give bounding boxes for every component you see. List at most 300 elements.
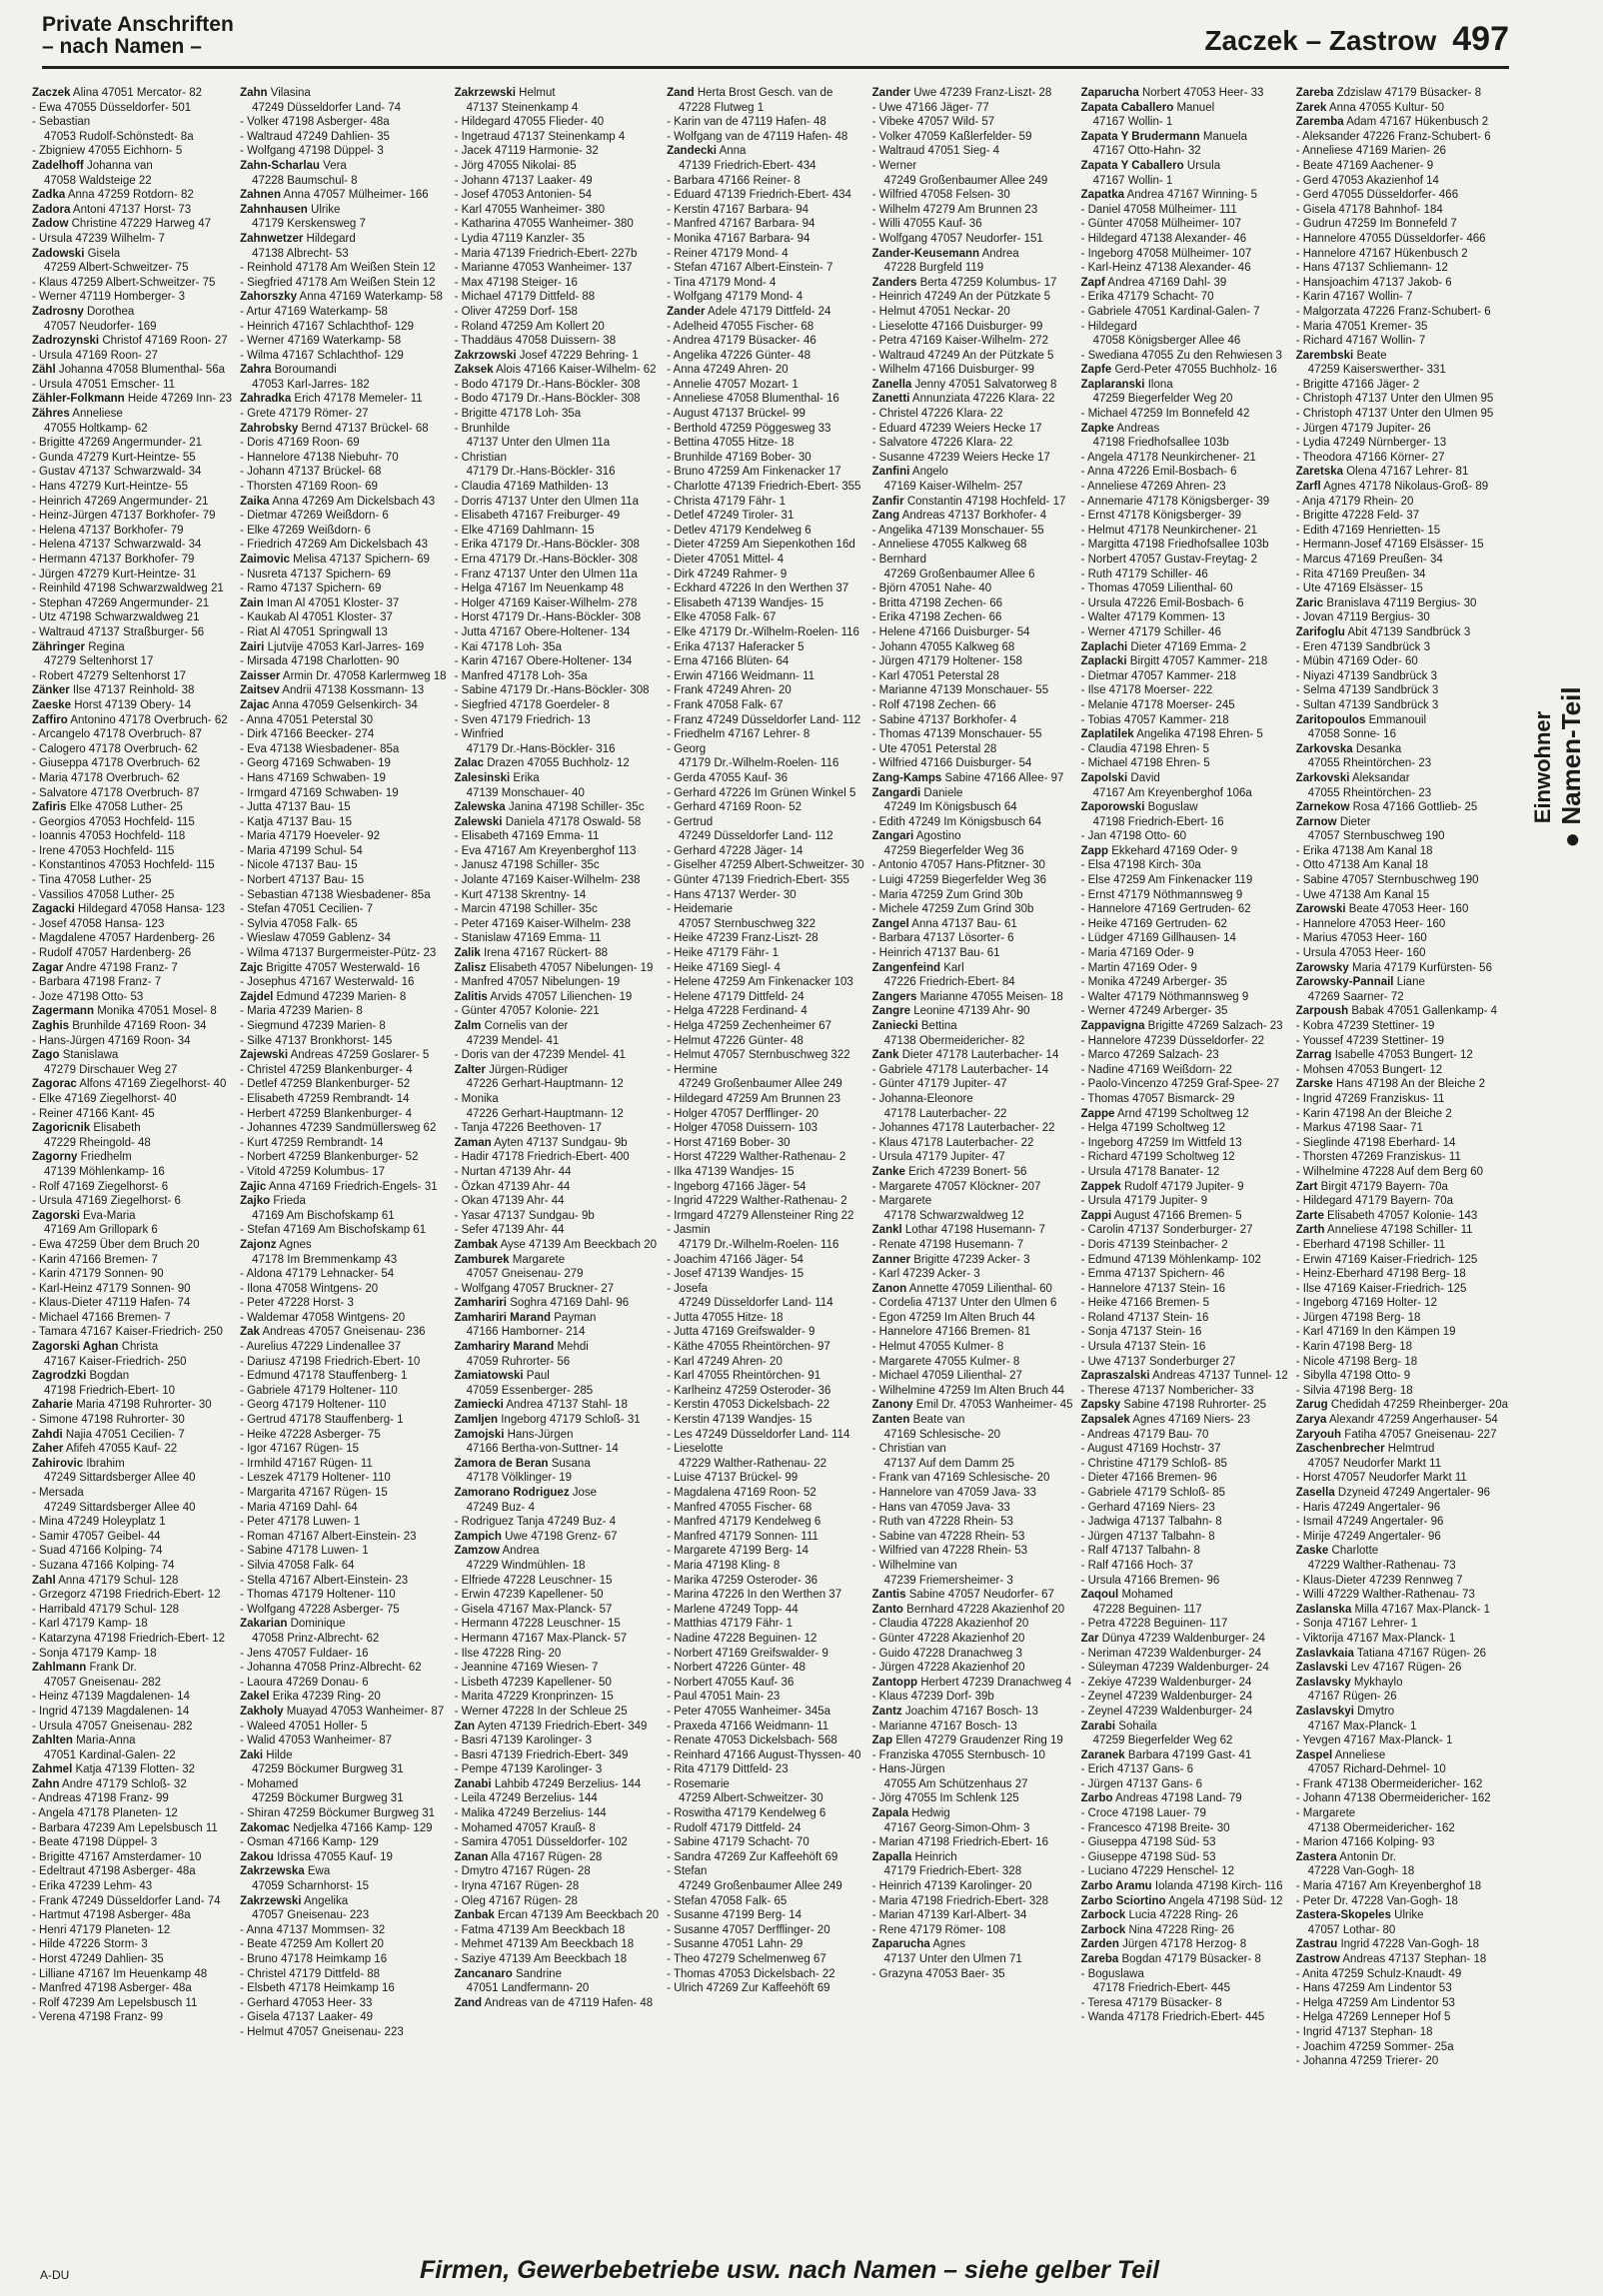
directory-entry xyxy=(667,130,864,145)
entry-details: Katja 47139 Flotten- 32 xyxy=(75,1763,196,1776)
entry-surname: Zastrow xyxy=(1295,1953,1340,1965)
entry-surname: Zahradka xyxy=(240,393,292,406)
directory-entry xyxy=(872,1398,1073,1413)
directory-entry xyxy=(455,509,660,524)
entry-details: Manuel xyxy=(1176,101,1215,114)
entry-details: - Rita 47179 Dittfeld- 23 xyxy=(667,1763,789,1776)
directory-entry xyxy=(667,1515,864,1530)
directory-entry xyxy=(32,1647,232,1662)
directory-entry xyxy=(667,815,864,830)
directory-entry xyxy=(32,771,232,786)
directory-entry xyxy=(1081,130,1288,145)
directory-entry xyxy=(240,1238,446,1253)
entry-details: - Christian van xyxy=(871,1443,946,1456)
entry-details: - Elke 47058 Falk- 67 xyxy=(667,611,777,624)
entry-details: - Petra 47169 Kaiser-Wilhelm- 272 xyxy=(871,335,1049,348)
entry-details: Alois 47166 Kaiser-Wilhelm- 62 xyxy=(496,364,657,377)
directory-entry xyxy=(240,756,446,771)
directory-entry xyxy=(32,727,232,742)
entry-surname: Zaffiro xyxy=(32,713,68,726)
directory-entry xyxy=(455,961,660,976)
entry-details: - Ernst 47179 Nöthmannsweg 9 xyxy=(1080,888,1243,901)
entry-details: Antonin Dr. xyxy=(1339,1850,1397,1863)
directory-entry xyxy=(1296,654,1508,669)
entry-details: - Norbert 47137 Bau- 15 xyxy=(240,874,365,887)
directory-entry xyxy=(1081,829,1288,844)
entry-details: - Hermine xyxy=(667,1063,718,1076)
directory-entry xyxy=(667,1777,864,1792)
directory-entry xyxy=(32,698,232,713)
entry-details: 47198 Friedhofsallee 103b xyxy=(1092,437,1229,450)
entry-details: - Janusz 47198 Schiller- 35c xyxy=(454,859,600,872)
directory-entry xyxy=(872,1515,1073,1530)
directory-entry xyxy=(667,1559,864,1574)
entry-surname: Zapolski xyxy=(1080,771,1128,784)
entry-details: Babak 47051 Gallenkamp- 4 xyxy=(1351,1005,1498,1018)
directory-entry xyxy=(1296,756,1508,771)
entry-details: Andreas 47259 Goslarer- 5 xyxy=(290,1049,430,1062)
directory-entry xyxy=(667,1340,864,1355)
entry-details: Dominique xyxy=(290,1618,346,1631)
entry-details: Iman Al 47051 Kloster- 37 xyxy=(266,596,400,609)
entry-surname: Zareba xyxy=(1295,87,1334,99)
entry-details: Brigitte 47057 Westerwald- 16 xyxy=(266,961,421,974)
entry-details: Isabelle 47053 Bungert- 12 xyxy=(1334,1049,1473,1062)
directory-entry xyxy=(240,320,446,335)
entry-details: - Heinz-Jürgen 47137 Borkhofer- 79 xyxy=(32,510,216,523)
entry-details: - Tanja 47226 Beethoven- 17 xyxy=(454,1122,603,1135)
entry-details: - Salvatore 47226 Klara- 22 xyxy=(871,437,1013,450)
entry-surname: Zarske xyxy=(1295,1078,1333,1091)
entry-details: Vilasina xyxy=(270,87,311,99)
directory-entry xyxy=(455,1791,660,1806)
entry-details: Hildegard xyxy=(306,232,356,245)
entry-details: - Erika 47179 Dr.-Hans-Böckler- 308 xyxy=(454,539,640,552)
entry-surname: Zappe xyxy=(1080,1107,1115,1120)
entry-details: Beate xyxy=(1356,349,1387,362)
directory-entry xyxy=(872,1690,1073,1705)
entry-surname: Zajic xyxy=(240,1180,267,1193)
entry-details: - Samira 47051 Düsseldorfer- 102 xyxy=(454,1836,628,1849)
entry-surname: Zaimovic xyxy=(240,554,290,566)
directory-entry xyxy=(455,1821,660,1836)
directory-entry xyxy=(1296,1632,1508,1647)
entry-details: - Christel 47179 Dittfeld- 88 xyxy=(240,1967,381,1980)
directory-entry xyxy=(1296,1647,1508,1662)
directory-entry xyxy=(667,1034,864,1049)
directory-entry xyxy=(667,1574,864,1589)
entry-details: - Haris 47249 Angertaler- 96 xyxy=(1295,1501,1441,1514)
entry-surname: Zaharie xyxy=(32,1399,73,1412)
directory-entry xyxy=(667,247,864,262)
directory-entry xyxy=(872,174,1073,189)
directory-entry xyxy=(667,742,864,757)
directory-entry xyxy=(240,1879,446,1894)
directory-entry xyxy=(32,1574,232,1589)
directory-entry xyxy=(32,217,232,232)
entry-details: Anna 47169 Friedrich-Engels- 31 xyxy=(268,1180,438,1193)
entry-details: Anna 47169 Waterkamp- 58 xyxy=(299,291,443,304)
entry-details: - Karl 47051 Peterstal 28 xyxy=(871,669,999,682)
entry-details: - Margarete 47057 Klöckner- 207 xyxy=(871,1180,1041,1193)
directory-entry xyxy=(872,1850,1073,1865)
directory-entry xyxy=(667,1092,864,1107)
directory-entry xyxy=(240,888,446,903)
entry-details: - Reinhold 47178 Am Weißen Stein 12 xyxy=(240,262,436,275)
entry-details: - Willi 47055 Kauf- 36 xyxy=(871,218,982,231)
directory-entry xyxy=(455,1835,660,1850)
entry-details: Boroumandi xyxy=(274,364,337,377)
directory-entry xyxy=(667,1428,864,1443)
entry-details: - Nurtan 47139 Ahr- 44 xyxy=(454,1165,572,1178)
directory-entry xyxy=(1081,1063,1288,1078)
directory-entry xyxy=(240,873,446,888)
directory-entry xyxy=(240,1603,446,1618)
entry-details: - Anna 47249 Ahren- 20 xyxy=(667,364,789,377)
entry-details: - Aurelius 47229 Lindenallee 37 xyxy=(240,1341,402,1354)
entry-details: - Sven 47179 Friedrich- 13 xyxy=(454,713,591,726)
entry-surname: Zaranek xyxy=(1080,1748,1125,1761)
directory-entry xyxy=(1081,1398,1288,1413)
entry-details: - Gabriele 47179 Holtener- 110 xyxy=(240,1384,398,1397)
directory-entry xyxy=(667,188,864,203)
section-title xyxy=(42,14,234,58)
entry-details: - Hannelore 47137 Stein- 16 xyxy=(1080,1282,1226,1295)
entry-surname: Zarya xyxy=(1295,1414,1327,1427)
entry-surname: Zamiatowski xyxy=(454,1370,524,1383)
directory-entry xyxy=(240,2010,446,2025)
directory-entry xyxy=(1296,1369,1508,1384)
entry-details: - Daniel 47058 Mülheimer- 111 xyxy=(1080,203,1237,216)
directory-entry xyxy=(455,640,660,655)
directory-entry xyxy=(455,610,660,625)
entry-details: Marianne 47055 Meisen- 18 xyxy=(919,990,1063,1003)
entry-details: 47166 Hamborner- 214 xyxy=(466,1326,586,1339)
entry-details: Ellen 47279 Graudenzer Ring 19 xyxy=(895,1734,1063,1747)
entry-details: - Boguslawa xyxy=(1080,1967,1144,1980)
directory-entry xyxy=(667,596,864,611)
entry-details: 47139 Friedrich-Ebert- 434 xyxy=(679,159,816,172)
entry-details: - Karl 47055 Rheintörchen- 91 xyxy=(667,1370,821,1383)
entry-details: - Aldona 47179 Lehnacker- 54 xyxy=(240,1268,395,1281)
directory-entry xyxy=(240,334,446,349)
directory-entry xyxy=(240,1209,446,1224)
directory-entry xyxy=(1081,290,1288,305)
entry-details: Frieda xyxy=(273,1195,306,1208)
entry-details: - Dietmar 47057 Kammer- 218 xyxy=(1080,669,1236,682)
entry-details: Liane xyxy=(1396,976,1425,989)
directory-entry xyxy=(240,144,446,159)
directory-entry xyxy=(455,1150,660,1165)
directory-entry xyxy=(1296,1617,1508,1632)
entry-details: Fatiha 47057 Gneisenau- 227 xyxy=(1344,1428,1497,1441)
section-title-line2: – nach Namen – xyxy=(42,35,202,58)
entry-details: - Hermann 47228 Leuschner- 15 xyxy=(454,1618,621,1631)
directory-entry xyxy=(32,1937,232,1952)
entry-details: Emil Dr. 47053 Wanheimer- 45 xyxy=(915,1399,1073,1412)
directory-entry xyxy=(1081,2010,1288,2025)
entry-details: - Henri 47179 Planeten- 12 xyxy=(32,1923,171,1936)
directory-entry xyxy=(1081,276,1288,291)
entry-details: - Ursula 47179 Jupiter- 9 xyxy=(1080,1195,1208,1208)
entry-details: - Gerd 47055 Düsseldorfer- 466 xyxy=(1295,189,1459,202)
directory-entry xyxy=(872,1835,1073,1850)
directory-entry xyxy=(1296,1559,1508,1574)
entry-details: 47249 Sittardsberger Allee 40 xyxy=(44,1472,196,1485)
entry-details: - Calogero 47178 Overbruch- 62 xyxy=(32,742,198,755)
entry-details: 47057 Gneisenau- 282 xyxy=(44,1676,162,1689)
entry-details: - Horst 47229 Walther-Rathenau- 2 xyxy=(667,1151,846,1164)
entry-details: - Maria 47198 Friedrich-Ebert- 328 xyxy=(871,1894,1049,1907)
directory-entry xyxy=(872,465,1073,480)
entry-details: 47169 Kaiser-Wilhelm- 257 xyxy=(883,481,1023,494)
directory-entry xyxy=(240,1004,446,1019)
entry-surname: Zappi xyxy=(1080,1209,1112,1222)
entry-details: - Sandra 47269 Zur Kaffeehöft 69 xyxy=(667,1850,838,1863)
entry-details: - Josef 47139 Wandjes- 15 xyxy=(667,1268,804,1281)
directory-entry xyxy=(32,1661,232,1676)
entry-details: Birgitt 47057 Kammer- 218 xyxy=(1129,655,1268,668)
entry-surname: Zakarian xyxy=(240,1618,288,1631)
entry-details: Hildegard 47058 Hansa- 123 xyxy=(78,903,226,916)
directory-entry xyxy=(1081,1864,1288,1879)
entry-details: - Peter 47169 Kaiser-Wilhelm- 238 xyxy=(454,917,631,930)
entry-surname: Zakrzewski xyxy=(454,87,516,99)
directory-entry xyxy=(455,1777,660,1792)
entry-details: - Hannelore van 47059 Java- 33 xyxy=(871,1487,1036,1499)
entry-details: - Jürgen 47198 Berg- 18 xyxy=(1295,1311,1421,1324)
directory-entry xyxy=(240,931,446,946)
directory-entry xyxy=(1081,858,1288,873)
entry-details: - Karl-Heinz 47138 Alexander- 46 xyxy=(1080,262,1251,275)
directory-entry xyxy=(1296,815,1508,830)
directory-entry xyxy=(455,771,660,786)
directory-entry xyxy=(240,203,446,218)
directory-entry xyxy=(1296,1311,1508,1326)
directory-entry xyxy=(1081,742,1288,757)
entry-details: - Edith 47249 Im Königsbusch 64 xyxy=(871,815,1042,828)
entry-details: - Dieter 47259 Am Siepenkothen 16d xyxy=(667,539,855,552)
entry-surname: Zalac xyxy=(454,757,484,770)
directory-entry xyxy=(455,990,660,1005)
directory-entry xyxy=(240,1676,446,1691)
directory-entry xyxy=(32,625,232,640)
directory-entry xyxy=(455,465,660,480)
directory-entry xyxy=(667,858,864,873)
directory-entry xyxy=(667,553,864,568)
entry-details: 47179 Dr.-Wilhelm-Roelen- 116 xyxy=(679,1238,839,1251)
directory-entry xyxy=(455,1501,660,1516)
entry-details: - Wilfried 47166 Duisburger- 54 xyxy=(871,757,1032,770)
entry-details: - Verena 47198 Franz- 99 xyxy=(32,2011,164,2024)
entry-details: Ursula xyxy=(1186,159,1221,172)
entry-surname: Zarrag xyxy=(1295,1049,1332,1062)
entry-details: - Margarete 47199 Berg- 14 xyxy=(667,1545,809,1558)
directory-entry xyxy=(872,1136,1073,1151)
directory-entry xyxy=(667,1267,864,1282)
entry-details: - Gerhard 47169 Roon- 52 xyxy=(667,801,802,814)
entry-details: - Anna 47137 Mommsen- 32 xyxy=(240,1923,386,1936)
directory-entry xyxy=(1081,1180,1288,1195)
entry-details: - Hans 47137 Schliemann- 12 xyxy=(1295,262,1448,275)
entry-details: - Ingeborg 47169 Holter- 12 xyxy=(1295,1297,1438,1310)
entry-details: - Edeltraut 47198 Asberger- 48a xyxy=(32,1865,196,1878)
directory-entry xyxy=(455,800,660,815)
entry-details: - Erika 47239 Lehm- 43 xyxy=(32,1880,153,1893)
directory-entry xyxy=(1296,610,1508,625)
entry-details: - Johanna 47058 Prinz-Albrecht- 62 xyxy=(240,1662,422,1675)
entry-details: - Dieter 47051 Mittel- 4 xyxy=(667,554,785,566)
entry-details: - Anneliese 47269 Ahren- 23 xyxy=(1080,481,1226,494)
directory-entry xyxy=(872,683,1073,698)
entry-details: - Susanne 47239 Weiers Hecke 17 xyxy=(871,451,1050,464)
directory-entry xyxy=(872,524,1073,539)
entry-details: Lothar 47198 Husemann- 7 xyxy=(904,1224,1045,1237)
directory-entry xyxy=(32,276,232,291)
entry-details: - Werner xyxy=(871,159,917,172)
entry-details: Hans-Jürgen xyxy=(507,1428,574,1441)
directory-entry xyxy=(32,524,232,539)
entry-details: 47259 Albert-Schweitzer- 75 xyxy=(44,262,189,275)
directory-entry xyxy=(667,509,864,524)
entry-details: Mykhaylo xyxy=(1353,1676,1403,1689)
entry-surname: Zajonz xyxy=(240,1238,277,1251)
directory-entry xyxy=(1081,101,1288,116)
entry-details: - Dorris 47137 Unter den Ulmen 11a xyxy=(454,495,640,508)
directory-entry xyxy=(667,917,864,932)
directory-entry xyxy=(455,888,660,903)
directory-entry xyxy=(667,610,864,625)
entry-surname: Zang xyxy=(871,510,900,523)
entry-details: - Erna 47166 Blüten- 64 xyxy=(667,655,790,668)
directory-entry xyxy=(240,727,446,742)
entry-details: Maria-Anna xyxy=(76,1734,136,1747)
directory-entry xyxy=(872,1603,1073,1618)
entry-details: - Leila 47249 Berzelius- 144 xyxy=(454,1792,598,1805)
entry-details: - Roland 47137 Stein- 16 xyxy=(1080,1311,1209,1324)
directory-entry xyxy=(667,1398,864,1413)
entry-details: - Gerhard 47053 Heer- 33 xyxy=(240,1996,373,2009)
directory-entry xyxy=(667,144,864,159)
entry-details: Agnes 47178 Nikolaus-Groß- 89 xyxy=(1323,481,1489,494)
entry-details: Arvids 47057 Lilienchen- 19 xyxy=(490,990,633,1003)
entry-details: - Heike 47166 Bremen- 5 xyxy=(1080,1297,1210,1310)
entry-details: - Jacek 47119 Harmonie- 32 xyxy=(454,145,599,158)
directory-entry xyxy=(1296,1267,1508,1282)
entry-surname: Zalm xyxy=(454,1020,482,1032)
directory-entry xyxy=(455,1369,660,1384)
entry-details: - Helene 47259 Am Finkenacker 103 xyxy=(667,976,853,989)
entry-surname: Zakholy xyxy=(240,1705,284,1718)
entry-details: - Kerstin 47167 Barbara- 94 xyxy=(667,203,809,216)
directory-entry xyxy=(32,1791,232,1806)
directory-entry xyxy=(872,873,1073,888)
entry-details: 47166 Bertha-von-Suttner- 14 xyxy=(466,1443,619,1456)
directory-entry xyxy=(1081,1981,1288,1996)
entry-details: - Eren 47139 Sandbrück 3 xyxy=(1295,640,1430,653)
directory-entry xyxy=(455,1850,660,1865)
directory-column xyxy=(872,86,1073,2234)
entry-details: Bogdan xyxy=(89,1370,130,1383)
directory-entry xyxy=(32,144,232,159)
entry-details: Sandrine xyxy=(515,1967,562,1980)
directory-entry xyxy=(455,349,660,364)
entry-details: 47259 Böckumer Burgweg 31 xyxy=(252,1792,404,1805)
entry-details: - Annemarie 47178 Königsberger- 39 xyxy=(1080,495,1270,508)
directory-entry xyxy=(32,1850,232,1865)
entry-details: - Suzana 47166 Kolping- 74 xyxy=(32,1559,175,1572)
directory-entry xyxy=(872,378,1073,393)
directory-entry xyxy=(1296,873,1508,888)
directory-entry xyxy=(240,1952,446,1967)
directory-entry xyxy=(455,1311,660,1326)
entry-details: Lev 47167 Rügen- 26 xyxy=(1350,1662,1462,1675)
side-tab-label xyxy=(1529,627,1585,907)
entry-details: Anna 47137 Bau- 61 xyxy=(911,917,1017,930)
entry-details: - Christel 47226 Klara- 22 xyxy=(871,408,1003,421)
entry-surname: Zalitis xyxy=(454,990,488,1003)
entry-details: - Karin 47179 Sonnen- 90 xyxy=(32,1268,164,1281)
entry-details: 47058 Sonne- 16 xyxy=(1307,728,1396,741)
entry-details: - Günter 47058 Mülheimer- 107 xyxy=(1080,218,1242,231)
entry-details: - Thomas 47057 Bismarck- 29 xyxy=(1080,1092,1235,1105)
entry-details: - Hilde 47226 Storm- 3 xyxy=(32,1938,148,1951)
directory-entry xyxy=(240,261,446,276)
directory-entry xyxy=(1081,610,1288,625)
directory-entry xyxy=(872,1209,1073,1224)
directory-entry xyxy=(872,771,1073,786)
entry-details: Payman xyxy=(554,1311,597,1324)
entry-details: - Erich 47137 Gans- 6 xyxy=(1080,1763,1194,1776)
entry-surname: Zalewska xyxy=(454,801,506,814)
entry-details: Annette 47059 Lilienthal- 60 xyxy=(908,1282,1052,1295)
entry-details: Mehdi xyxy=(557,1341,589,1354)
entry-surname: Zank xyxy=(871,1049,899,1062)
entry-details: 47139 Monschauer- 40 xyxy=(466,786,585,799)
directory-entry xyxy=(667,1835,864,1850)
directory-entry xyxy=(872,1923,1073,1938)
directory-entry xyxy=(872,568,1073,582)
entry-surname: Zapfe xyxy=(1080,364,1112,377)
entry-details: - Christian xyxy=(454,451,507,464)
entry-details: 47058 Königsberger Allee 46 xyxy=(1092,335,1241,348)
directory-entry xyxy=(667,654,864,669)
directory-entry xyxy=(667,1442,864,1457)
directory-entry xyxy=(455,1004,660,1019)
entry-details: - Marius 47053 Heer- 160 xyxy=(1295,932,1427,945)
directory-entry xyxy=(455,1544,660,1559)
entry-details: - Stephan 47269 Angermunder- 21 xyxy=(32,596,210,609)
entry-details: Maria 47198 Ruhrorter- 30 xyxy=(76,1399,212,1412)
entry-details: - Erika 47179 Schacht- 70 xyxy=(1080,291,1214,304)
directory-entry xyxy=(455,1967,660,1982)
entry-surname: Zankl xyxy=(871,1224,902,1237)
directory-entry xyxy=(32,1806,232,1821)
entry-details: - Elsbeth 47178 Heimkamp 16 xyxy=(240,1982,395,1995)
entry-details: - Lisbeth 47239 Kapellener- 50 xyxy=(454,1676,612,1689)
directory-entry xyxy=(240,188,446,203)
entry-details: - Viktorija 47167 Max-Planck- 1 xyxy=(1295,1632,1456,1645)
entry-surname: Zahra xyxy=(240,364,272,377)
directory-entry xyxy=(667,1661,864,1676)
entry-details: - Marco 47269 Salzach- 23 xyxy=(1080,1049,1219,1062)
entry-details: - Christoph 47137 Unter den Ulmen 95 xyxy=(1295,393,1494,406)
entry-details: - Rolf 47198 Zechen- 66 xyxy=(871,698,996,711)
entry-details: Elisabeth 47057 Kolonie- 143 xyxy=(1327,1209,1478,1222)
entry-details: 47229 Rheingold- 48 xyxy=(44,1136,151,1149)
entry-surname: Zarug xyxy=(1295,1399,1328,1412)
directory-entry xyxy=(872,451,1073,466)
